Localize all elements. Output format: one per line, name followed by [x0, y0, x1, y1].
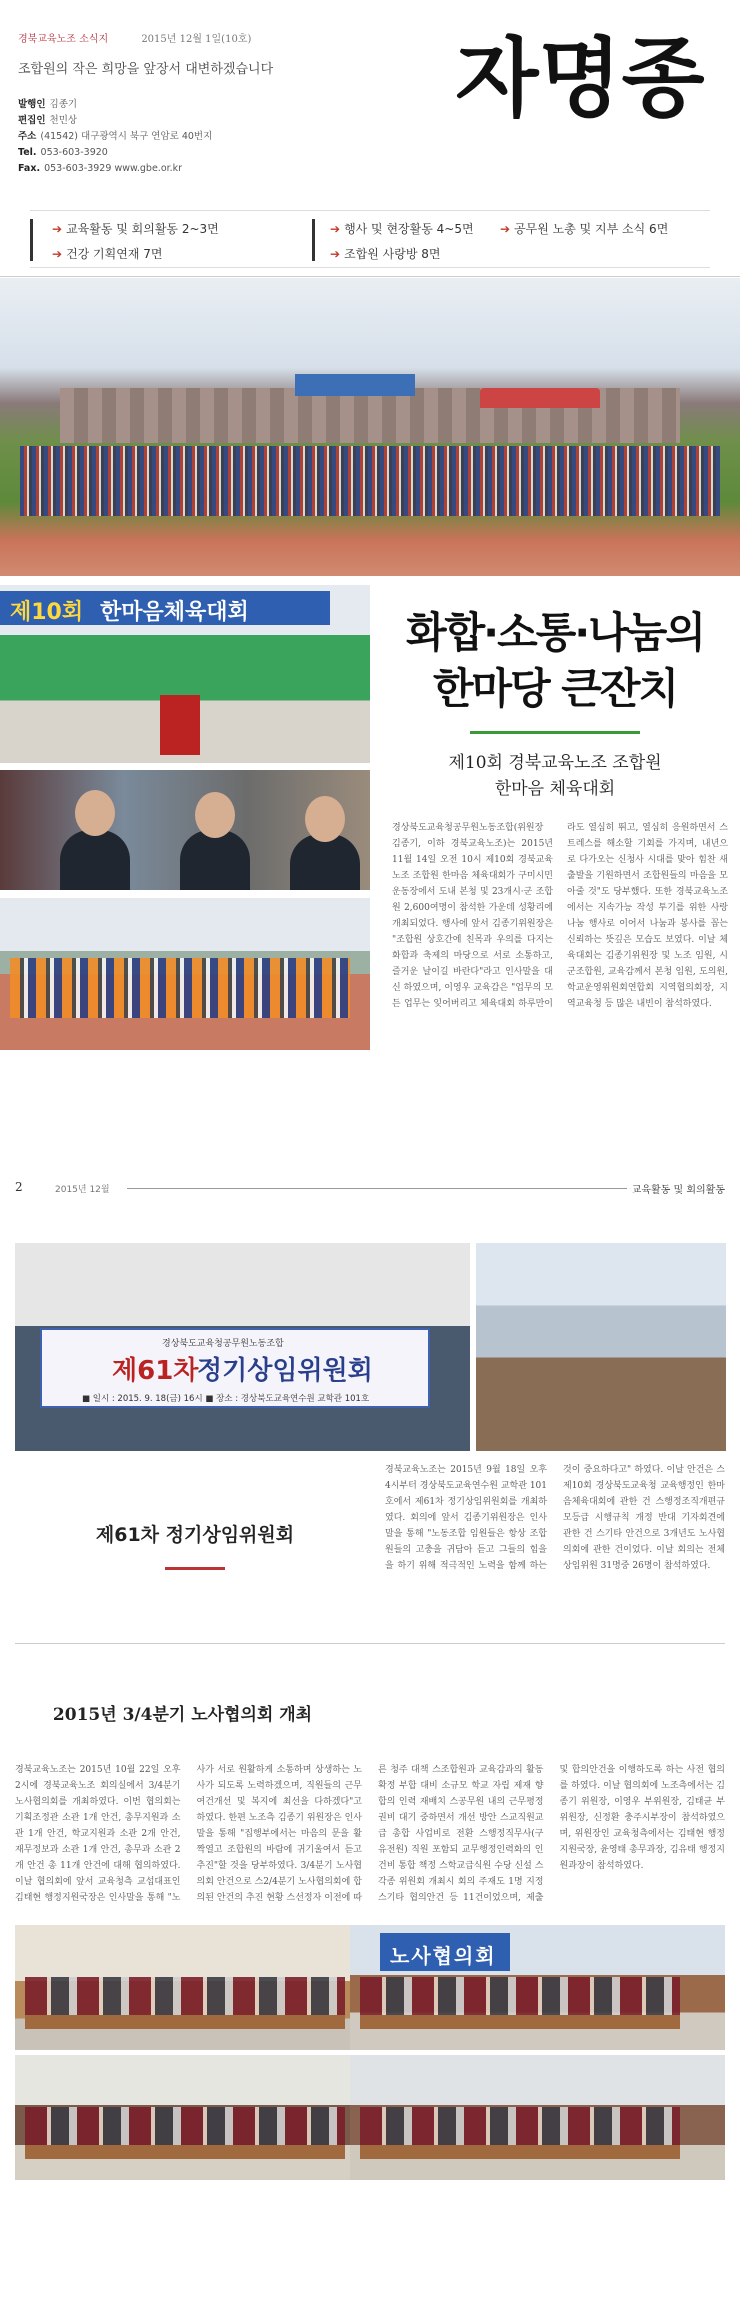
toc-item-education[interactable]: ➔ 교육활동 및 회의활동 2~3면: [52, 222, 219, 236]
arrow-right-icon: ➔: [330, 247, 341, 261]
attendees: [25, 1977, 345, 2017]
logo-calligraphy: [430, 20, 730, 130]
arrow-right-icon: ➔: [52, 247, 63, 261]
committee-meeting-photo: [476, 1243, 726, 1451]
council-sign: [380, 1933, 510, 1971]
person-face: [305, 796, 345, 842]
banner-org: 경상북도교육청공무원노동조합: [162, 1339, 284, 1349]
banner-session: 제61차: [112, 1356, 199, 1386]
title-rule: [165, 1567, 225, 1570]
toc-item-health[interactable]: ➔ 건강 기획연재 7면: [52, 247, 163, 261]
tel: 053-603-3920: [40, 147, 108, 158]
masthead: [0, 0, 740, 200]
event-photo-guests: [0, 770, 370, 890]
publisher: 김종기: [49, 99, 78, 110]
website-link[interactable]: www.gbe.or.kr: [114, 163, 183, 174]
committee-banner: [40, 1328, 430, 1408]
fax-label: Fax.: [18, 163, 41, 174]
fax: 053-603-3929: [44, 163, 112, 174]
masthead-divider: [0, 276, 740, 277]
event-article-body: 경상북도교육청공무원노동조합(위원장 김종기, 이하 경북교육노조)는 2015년 11월 14일 오전 10시 제10회 경북교육노조 조합원 한마음 체육대회가 구미시민운동장에서 도내 본청 및 23개시·군 조합원 2,600여명이 참석한 가운데 성황리에 개최되었다. 행사에 앞서 김종기위원장은 "조합원 상호간에 친목과 우의를 다지는 화합과 축제의 마당으로 서로 소통하고, 즐거운 날이길 바란다"라고 인사말을 대신 하였으며, 이영우 교육감은 "업무의 모든 업무는 잊어버리고 체육대회 하루만이라도 열심히 뛰고, 열심히 응원하면서 스트레스를 해소할 기회를 가지며, 내년으로 다가오는 신청사 시대를 맞아 힘찬 새출발을 기원하면서 조합원들의 마음을 모아줄 것"도 당부했다. 또한 경북교육노조에서는 지속가능 작성 투기를 위한 사랑 나눔 행사로 이어서 나눔과 봉사를 꼽는 신뢰하는 뜻깊은 모습도 보였다. 이날 체육대회는 김종기위원장 및 노조 임원, 시군조합원, 교육감께서 본청 임원, 도의원, 학교운영위원회연합회 지역협의회장, 지역교육청 등 많은 내빈이 참석하였다.: [392, 823, 728, 1009]
event-title-banner: [0, 591, 330, 625]
logo-text: 자명종: [455, 28, 705, 129]
committee-article-body: 경북교육노조는 2015년 9월 18일 오후 4시부터 경상북도교육연수원 교학관 101호에서 제61차 정기상임위원회를 개최하였다. 회의에 앞서 김종기위원장은 인사말을 통해 "노동조합 임원들은 항상 조합원들의 고충을 귀담아 듣고 그들의 힘을 을 하기 위해 적극적인 노력을 함께 하는 것이 중요하다고" 하였다. 이날 안건은 스제10회 경상북도교육청 교육행정인 한마음체육대회에 관한 건 스행정조직개편규모등급 시행규칙 개정 반대 기자회견에 관한 건 스기타 안건으로 3개년도 노사협의회에 관한 건이었다. 이날 회의는 전체상임위원 31명중 26명이 참석하였다.: [385, 1465, 725, 1571]
banner-event-name: 한마음체육대회: [100, 600, 249, 625]
podium: [160, 695, 200, 755]
publisher-label: 발행인: [18, 99, 46, 110]
stadium-banner: [295, 374, 415, 396]
committee-article-title-block: [15, 1520, 375, 1570]
event-photo-games: [0, 898, 370, 1050]
tel-label: Tel.: [18, 147, 37, 158]
labor-council-body: 경북교육노조는 2015년 10월 22일 오후2시에 경북교육노조 회의실에서 3/4분기 노사협의회를 개최하였다. 이번 협의회는 기획조정관 소관 1개 안건, 총무지원과 소관 1개 안건, 학교지원과 소관 2개 안건, 재무정보과 소관 1개 안건, 총무과 소관 2개 안건 총 11개 안건에 대해 협의하였다. 이날 협의회에 앞서 교육청측 교섭대표인 김태현 행정지원국장은 인사말을 통해 "노사가 서로 원활하게 소통하며 상생하는 노사가 되도록 노력하겠으며, 직원들의 근무여건개선 및 복지에 최선을 다하겠다"고 하였다. 한편 노조측 김종기 위원장은 인사말을 통해 "집행부에서는 마음의 문을 활짝열고 조합원의 바람에 귀기울여서 듣고 추진"할 것을 당부하였다. 3/4분기 노사협의회 안건으로 스2/4분기 노사협의회에 합의된 안건의 추진 현황 스선정자 이전에 따른 청주 대책 스조합원과 교육감과의 활동 확정 부합 대비 소규모 학교 자립 제재 향 합의 인력 재배치 스공무원 내의 근무평정 권비 대기 중하면서 개선 방안 스교직원교급 총합 사업비로 전환 스행정직무사(구 유전원) 직원 포함되 교무행정인력화의 인건비 통합 책정 스학교급식원 수당 신설 스각종 위원회 개최시 회의 주재도 1명 지정 스기타 협의안건 등 11건이었으며, 제출 및 합의안건을 이행하도록 하는 사전 협의를 하였다. 이날 협의회에 노조측에서는 김종기 위원장, 이영우 부위원장, 김태균 부위원장, 신정환 충주시부장이 참석하였으며, 위원장인 교육청측에서는 김태현 행정지원국장, 윤영태 총무과장, 김유태 행정지원과장이 참석하였다.: [15, 1765, 725, 1903]
committee-article-title: 제61차 정기상임위원회: [95, 1524, 295, 1546]
crowd: [20, 446, 720, 516]
page-number: 2: [15, 1180, 23, 1194]
person: [290, 834, 360, 890]
header-rule: [127, 1188, 627, 1189]
address-label: 주소: [18, 131, 37, 142]
address: (41542) 대구광역시 북구 연암로 40번지: [40, 131, 213, 142]
issue-date: 2015년 12월 1일(10호): [141, 34, 252, 45]
labor-council-photo-2: [350, 1925, 725, 2050]
tent: [480, 388, 600, 408]
labor-council-photo-3: [15, 2055, 360, 2180]
conference-table: [360, 2015, 680, 2029]
arrow-right-icon: ➔: [330, 222, 341, 236]
toc-item-events[interactable]: ➔ 행사 및 현장활동 4~5면: [330, 222, 474, 236]
attendees: [360, 2107, 680, 2147]
slogan: 조합원의 작은 희망을 앞장서 대변하겠습니다: [18, 62, 274, 77]
conference-table: [25, 2145, 345, 2159]
person: [180, 830, 250, 890]
headline-rule: [470, 731, 640, 734]
event-photo-stage: [0, 585, 370, 763]
org-name: 경북교육노조 소식지: [18, 34, 109, 45]
headline-line-1: 화합·소통·나눔의: [406, 608, 704, 657]
labor-council-photo-4: [350, 2055, 725, 2180]
editor: 천민상: [49, 115, 78, 126]
person-face: [75, 790, 115, 836]
page-2-header: [15, 1180, 725, 1196]
stadium-photo: [0, 278, 740, 576]
arrow-right-icon: ➔: [500, 222, 511, 236]
subhead-line-2: 한마음 체육대회: [494, 779, 616, 799]
toc-item-union-news[interactable]: ➔ 공무원 노총 및 지부 소식 6면: [500, 222, 669, 236]
person: [60, 830, 130, 890]
publisher-info: [18, 97, 212, 177]
banner-committee: 정기상임위원회: [197, 1356, 373, 1386]
attendees: [360, 1977, 680, 2017]
page-date: 2015년 12월: [55, 1185, 110, 1195]
conference-table: [25, 2015, 345, 2029]
toc-divider: [312, 219, 315, 261]
section-name: 교육활동 및 회의활동: [631, 1185, 725, 1196]
headline-line-2: 한마당 큰잔치: [432, 664, 678, 713]
labor-council-title: 2015년 3/4분기 노사협의회 개최: [52, 1705, 313, 1725]
council-sign-text: 노사협의회: [390, 1944, 497, 1968]
newsletter-logo: [430, 20, 730, 130]
participants: [10, 958, 350, 1018]
toc-divider: [30, 219, 33, 261]
article-divider: [15, 1643, 725, 1644]
table-of-contents: [30, 210, 710, 268]
arrow-right-icon: ➔: [52, 222, 63, 236]
subhead-line-1: 제10회 경북교육노조 조합원: [448, 753, 662, 773]
committee-group-photo: [15, 1243, 470, 1451]
person-face: [195, 792, 235, 838]
newsletter-header: [18, 30, 251, 45]
banner-edition: 제10회: [10, 600, 84, 625]
editor-label: 편집인: [18, 115, 46, 126]
labor-council-photo-1: [15, 1925, 360, 2050]
headline-block: [380, 605, 730, 802]
banner-info: ■ 일시 : 2015. 9. 18(금) 16시 ■ 장소 : 경상북도교육연수원 교학관 101호: [82, 1394, 370, 1404]
conference-table: [360, 2145, 680, 2159]
attendees: [25, 2107, 345, 2147]
toc-item-members[interactable]: ➔ 조합원 사랑방 8면: [330, 247, 441, 261]
